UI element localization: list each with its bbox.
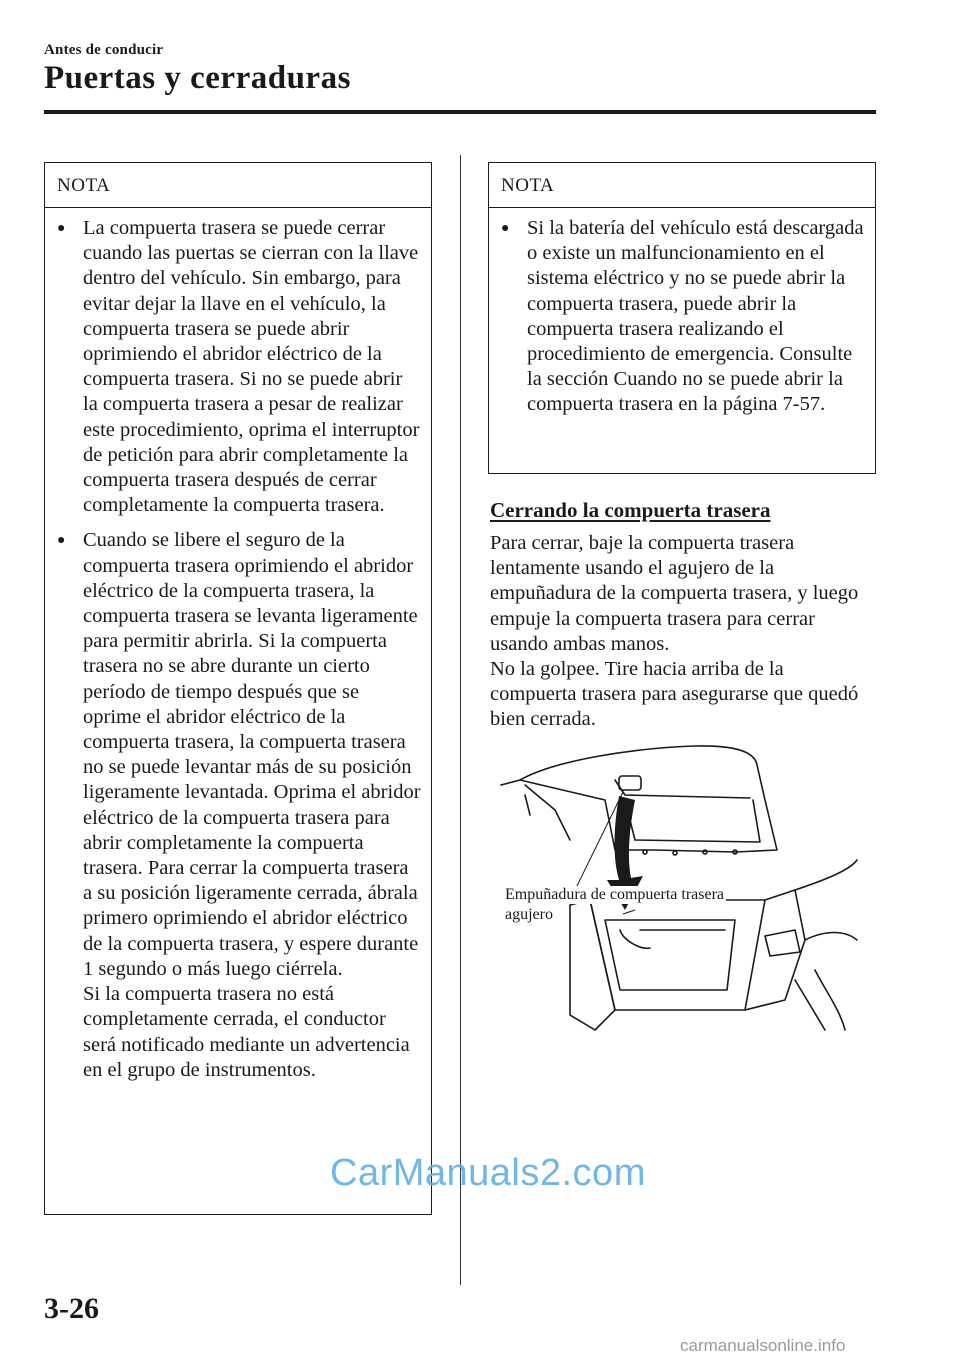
note-bullet	[57, 528, 421, 1082]
note-body	[45, 208, 431, 1097]
bullet-icon: ●	[57, 221, 66, 236]
section-heading: Cerrando la compuerta trasera	[490, 498, 771, 522]
bullet-icon: ●	[501, 221, 510, 236]
figure-caption: agujero	[505, 906, 553, 923]
column-divider	[460, 155, 461, 1285]
note-body	[489, 208, 875, 432]
body-paragraph: Para cerrar, baje la compuerta trasera lentamente usando el agujero de la empuñadura de la compuerta trasera, y luego empuje la compuerta trasera para cerrar usando ambas manos.	[490, 532, 859, 655]
title-rule	[44, 110, 876, 114]
page-number: 3-26	[44, 1292, 99, 1325]
watermark-text: CarManuals2.com	[330, 1152, 646, 1194]
note-heading: NOTA	[45, 163, 431, 208]
bullet-text: Cuando se libere el seguro de la compuerta trasera oprimiendo el abridor eléctrico de la compuerta trasera, la compuerta trasera se levanta ligeramente para permitir abrirla. Si la compuerta trasera no se abre durante un cierto período de tiempo después que se oprime el abridor eléctrico de la compuerta trasera, la compuerta trasera no se puede levantar más de su posición ligeramente levantada. Oprima el abridor eléctrico de la compuerta trasera para abrir completamente la compuerta trasera. Para cerrar la compuerta trasera a su posición ligeramente cerrada, ábrala primero oprimiendo el abridor eléctrico de la compuerta trasera, y espere durante 1 segundo o más luego ciérrela.	[83, 529, 421, 980]
bullet-text: La compuerta trasera se puede cerrar cuando las puertas se cierran con la llave dentro del vehículo. Sin embargo, para evitar dejar la llave en el vehículo, la compuerta trasera se puede abrir oprimiendo el abridor eléctrico de la compuerta trasera. Si no se puede abrir la compuerta trasera a pesar de realizar este procedimiento, oprima el interruptor de petición para abrir completamente la compuerta trasera después de cerrar completamente la compuerta trasera.	[83, 217, 420, 517]
bullet-text: Si la compuerta trasera no está completamente cerrada, el conductor será notificado mediante un advertencia en el grupo de instrumentos.	[83, 983, 410, 1081]
footer-site: carmanualsonline.info	[680, 1336, 846, 1355]
figure-caption: Empuñadura de compuerta trasera	[505, 886, 725, 903]
note-bullet	[57, 216, 421, 518]
section-label: Antes de conducir	[44, 42, 164, 58]
note-heading: NOTA	[489, 163, 875, 208]
bullet-text: Si la batería del vehículo está descargada o existe un malfuncionamiento en el sistema eléctrico y no se puede abrir la compuerta trasera, puede abrir la compuerta trasera realizando el procedimiento de emergencia. Consulte la sección Cuando no se puede abrir la compuerta trasera en la página 7-57.	[527, 217, 864, 416]
note-bullet	[501, 216, 865, 418]
body-paragraph: No la golpee. Tire hacia arriba de la compuerta trasera para asegurarse que quedó bien cerrada.	[490, 658, 859, 731]
left-note-box	[44, 162, 432, 1215]
closing-section	[490, 498, 860, 733]
right-note-box	[488, 162, 876, 474]
page-title: Puertas y cerraduras	[44, 60, 351, 96]
bullet-icon: ●	[57, 533, 66, 549]
